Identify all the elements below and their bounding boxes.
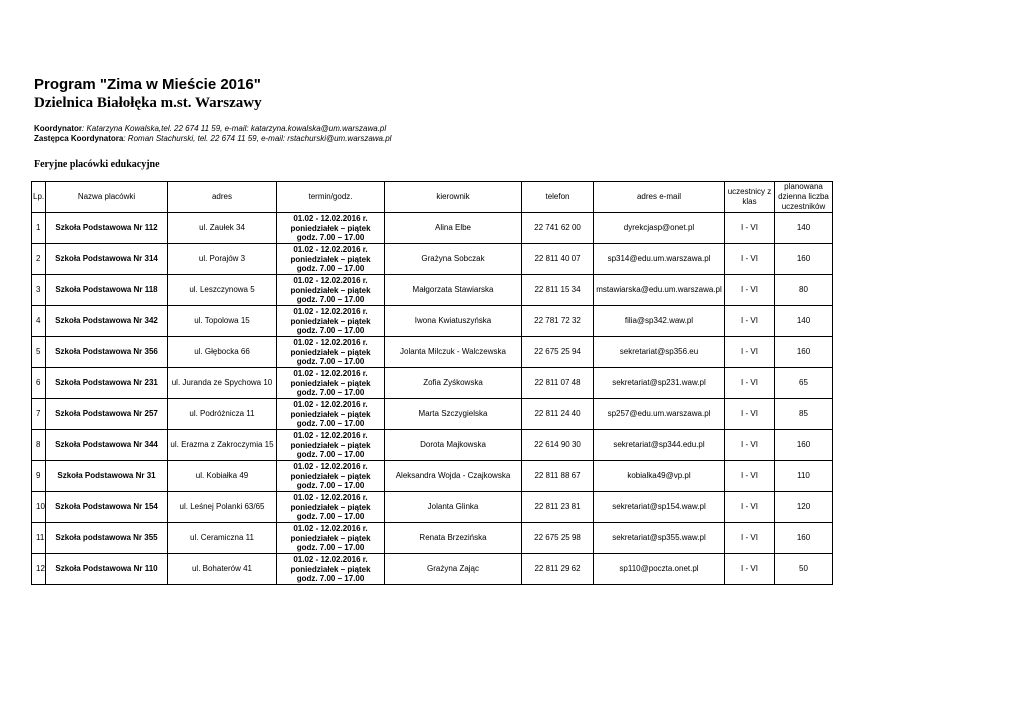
table-row — [32, 554, 833, 585]
school-name: Szkoła Podstawowa Nr 356 — [46, 337, 168, 368]
manager-name: Grażyna Zając — [385, 554, 522, 585]
row-number: 5 — [32, 337, 46, 368]
column-header: adres e-mail — [594, 182, 725, 213]
term-line: 01.02 - 12.02.2016 r. — [293, 245, 368, 254]
manager-name: Marta Szczygielska — [385, 399, 522, 430]
phone-number: 22 811 40 07 — [522, 244, 594, 275]
row-number: 1 — [32, 213, 46, 244]
school-address: ul. Ceramiczna 11 — [168, 523, 277, 554]
phone-number: 22 614 90 30 — [522, 430, 594, 461]
term-hours — [277, 306, 385, 337]
term-line: 01.02 - 12.02.2016 r. — [293, 462, 368, 471]
school-address: ul. Bohaterów 41 — [168, 554, 277, 585]
coordinators-block — [34, 124, 391, 144]
school-address: ul. Kobiałka 49 — [168, 461, 277, 492]
school-name: Szkoła Podstawowa Nr 118 — [46, 275, 168, 306]
phone-number: 22 675 25 98 — [522, 523, 594, 554]
manager-name: Iwona Kwiatuszyńska — [385, 306, 522, 337]
row-number: 8 — [32, 430, 46, 461]
email-address: filia@sp342.waw.pl — [594, 306, 725, 337]
term-line: 01.02 - 12.02.2016 r. — [293, 338, 368, 347]
manager-name: Aleksandra Wojda - Czajkowska — [385, 461, 522, 492]
term-line: godz. 7.00 – 17.00 — [296, 419, 365, 428]
column-header: telefon — [522, 182, 594, 213]
phone-number: 22 811 07 48 — [522, 368, 594, 399]
page-subtitle: Dzielnica Białołęka m.st. Warszawy — [34, 95, 262, 111]
term-line: poniedziałek – piątek — [290, 285, 371, 295]
school-name: Szkoła Podstawowa Nr 314 — [46, 244, 168, 275]
manager-name: Jolanta Glinka — [385, 492, 522, 523]
table-row — [32, 244, 833, 275]
phone-number: 22 741 62 00 — [522, 213, 594, 244]
classes-range: I - VI — [725, 244, 775, 275]
classes-range: I - VI — [725, 430, 775, 461]
term-line: godz. 7.00 – 17.00 — [296, 481, 365, 490]
classes-range: I - VI — [725, 368, 775, 399]
term-hours — [277, 275, 385, 306]
school-address: ul. Leśnej Polanki 63/65 — [168, 492, 277, 523]
email-address: sp257@edu.um.warszawa.pl — [594, 399, 725, 430]
column-header: Lp. — [32, 182, 46, 213]
term-line: godz. 7.00 – 17.00 — [296, 450, 365, 459]
term-hours — [277, 523, 385, 554]
term-line: 01.02 - 12.02.2016 r. — [293, 400, 368, 409]
classes-range: I - VI — [725, 213, 775, 244]
term-line: 01.02 - 12.02.2016 r. — [293, 493, 368, 502]
term-line: 01.02 - 12.02.2016 r. — [293, 555, 368, 564]
term-hours — [277, 461, 385, 492]
term-line: godz. 7.00 – 17.00 — [296, 233, 365, 242]
school-address: ul. Zaułek 34 — [168, 213, 277, 244]
deputy-value: : Roman Stachurski, tel. 22 674 11 59, e-mail: rstachurski@um.warszawa.pl — [123, 134, 392, 143]
row-number: 7 — [32, 399, 46, 430]
participant-count: 140 — [775, 213, 833, 244]
term-line: 01.02 - 12.02.2016 r. — [293, 431, 368, 440]
participant-count: 80 — [775, 275, 833, 306]
table-row — [32, 368, 833, 399]
term-line: godz. 7.00 – 17.00 — [296, 264, 365, 273]
term-line: poniedziałek – piątek — [290, 440, 371, 450]
classes-range: I - VI — [725, 554, 775, 585]
participant-count: 110 — [775, 461, 833, 492]
table-row — [32, 213, 833, 244]
participant-count: 160 — [775, 244, 833, 275]
participant-count: 160 — [775, 430, 833, 461]
classes-range: I - VI — [725, 492, 775, 523]
school-address: ul. Juranda ze Spychowa 10 — [168, 368, 277, 399]
school-address: ul. Głębocka 66 — [168, 337, 277, 368]
phone-number: 22 811 29 62 — [522, 554, 594, 585]
manager-name: Renata Brzezińska — [385, 523, 522, 554]
phone-number: 22 811 15 34 — [522, 275, 594, 306]
classes-range: I - VI — [725, 337, 775, 368]
email-address: mstawiarska@edu.um.warszawa.pl — [594, 275, 725, 306]
classes-range: I - VI — [725, 306, 775, 337]
school-address: ul. Topolowa 15 — [168, 306, 277, 337]
schools-table — [31, 181, 833, 585]
school-name: Szkoła Podstawowa Nr 342 — [46, 306, 168, 337]
email-address: sp110@poczta.onet.pl — [594, 554, 725, 585]
term-line: poniedziałek – piątek — [290, 564, 371, 574]
email-address: sekretariat@sp154.waw.pl — [594, 492, 725, 523]
phone-number: 22 811 88 67 — [522, 461, 594, 492]
term-hours — [277, 368, 385, 399]
table-row — [32, 399, 833, 430]
email-address: sekretariat@sp231.waw.pl — [594, 368, 725, 399]
term-line: poniedziałek – piątek — [290, 533, 371, 543]
coordinator-value: : Katarzyna Kowalska,tel. 22 674 11 59, e-mail: katarzyna.kowalska@um.warszawa.pl — [82, 124, 387, 133]
manager-name: Alina Elbe — [385, 213, 522, 244]
term-hours — [277, 430, 385, 461]
section-title: Feryjne placówki edukacyjne — [34, 159, 160, 170]
email-address: sp314@edu.um.warszawa.pl — [594, 244, 725, 275]
row-number: 12 — [32, 554, 46, 585]
participant-count: 140 — [775, 306, 833, 337]
term-line: godz. 7.00 – 17.00 — [296, 543, 365, 552]
participant-count: 120 — [775, 492, 833, 523]
deputy-line — [34, 134, 391, 144]
table-row — [32, 523, 833, 554]
manager-name: Zofia Zyśkowska — [385, 368, 522, 399]
term-hours — [277, 492, 385, 523]
phone-number: 22 675 25 94 — [522, 337, 594, 368]
participant-count: 160 — [775, 523, 833, 554]
term-line: 01.02 - 12.02.2016 r. — [293, 524, 368, 533]
table-row — [32, 337, 833, 368]
term-line: poniedziałek – piątek — [290, 409, 371, 419]
row-number: 9 — [32, 461, 46, 492]
school-address: ul. Porajów 3 — [168, 244, 277, 275]
manager-name: Dorota Majkowska — [385, 430, 522, 461]
row-number: 11 — [32, 523, 46, 554]
email-address: kobialka49@vp.pl — [594, 461, 725, 492]
term-hours — [277, 337, 385, 368]
term-line: poniedziałek – piątek — [290, 316, 371, 326]
table-row — [32, 492, 833, 523]
term-hours — [277, 213, 385, 244]
email-address: sekretariat@sp356.eu — [594, 337, 725, 368]
term-line: poniedziałek – piątek — [290, 223, 371, 233]
term-line: godz. 7.00 – 17.00 — [296, 357, 365, 366]
term-line: poniedziałek – piątek — [290, 347, 371, 357]
column-header: uczestnicy z klas — [725, 182, 775, 213]
school-name: Szkoła Podstawowa Nr 110 — [46, 554, 168, 585]
page-title: Program "Zima w Mieście 2016" — [34, 76, 261, 93]
participant-count: 160 — [775, 337, 833, 368]
row-number: 2 — [32, 244, 46, 275]
classes-range: I - VI — [725, 523, 775, 554]
table-header-row — [32, 182, 833, 213]
school-address: ul. Podróżnicza 11 — [168, 399, 277, 430]
term-hours — [277, 244, 385, 275]
term-line: godz. 7.00 – 17.00 — [296, 574, 365, 583]
column-header: adres — [168, 182, 277, 213]
row-number: 10 — [32, 492, 46, 523]
participant-count: 50 — [775, 554, 833, 585]
term-line: poniedziałek – piątek — [290, 471, 371, 481]
table-row — [32, 275, 833, 306]
term-line: godz. 7.00 – 17.00 — [296, 326, 365, 335]
term-line: godz. 7.00 – 17.00 — [296, 512, 365, 521]
term-hours — [277, 554, 385, 585]
manager-name: Grażyna Sobczak — [385, 244, 522, 275]
school-name: Szkoła Podstawowa Nr 154 — [46, 492, 168, 523]
school-name: Szkoła Podstawowa Nr 31 — [46, 461, 168, 492]
school-name: Szkoła Podstawowa Nr 231 — [46, 368, 168, 399]
coordinator-label: Koordynator — [34, 124, 82, 133]
classes-range: I - VI — [725, 275, 775, 306]
column-header: Nazwa placówki — [46, 182, 168, 213]
school-address: ul. Leszczynowa 5 — [168, 275, 277, 306]
table-row — [32, 306, 833, 337]
coordinator-line — [34, 124, 391, 134]
participant-count: 85 — [775, 399, 833, 430]
email-address: sekretariat@sp355.waw.pl — [594, 523, 725, 554]
table-row — [32, 430, 833, 461]
row-number: 4 — [32, 306, 46, 337]
phone-number: 22 781 72 32 — [522, 306, 594, 337]
column-header: planowana dzienna liczba uczestników — [775, 182, 833, 213]
table-row — [32, 461, 833, 492]
term-line: 01.02 - 12.02.2016 r. — [293, 214, 368, 223]
term-line: 01.02 - 12.02.2016 r. — [293, 276, 368, 285]
term-line: 01.02 - 12.02.2016 r. — [293, 307, 368, 316]
school-name: Szkoła Podstawowa Nr 112 — [46, 213, 168, 244]
term-line: godz. 7.00 – 17.00 — [296, 388, 365, 397]
email-address: sekretariat@sp344.edu.pl — [594, 430, 725, 461]
row-number: 3 — [32, 275, 46, 306]
classes-range: I - VI — [725, 399, 775, 430]
column-header: termin/godz. — [277, 182, 385, 213]
phone-number: 22 811 23 81 — [522, 492, 594, 523]
school-name: Szkoła podstawowa Nr 355 — [46, 523, 168, 554]
school-name: Szkoła Podstawowa Nr 344 — [46, 430, 168, 461]
manager-name: Małgorzata Stawiarska — [385, 275, 522, 306]
school-address: ul. Erazma z Zakroczymia 15 — [168, 430, 277, 461]
school-name: Szkoła Podstawowa Nr 257 — [46, 399, 168, 430]
participant-count: 65 — [775, 368, 833, 399]
email-address: dyrekcjasp@onet.pl — [594, 213, 725, 244]
term-line: poniedziałek – piątek — [290, 378, 371, 388]
phone-number: 22 811 24 40 — [522, 399, 594, 430]
term-line: godz. 7.00 – 17.00 — [296, 295, 365, 304]
deputy-label: Zastępca Koordynatora — [34, 134, 124, 143]
term-line: poniedziałek – piątek — [290, 254, 371, 264]
term-hours — [277, 399, 385, 430]
term-line: poniedziałek – piątek — [290, 502, 371, 512]
term-line: 01.02 - 12.02.2016 r. — [293, 369, 368, 378]
manager-name: Jolanta Milczuk - Walczewska — [385, 337, 522, 368]
row-number: 6 — [32, 368, 46, 399]
column-header: kierownik — [385, 182, 522, 213]
classes-range: I - VI — [725, 461, 775, 492]
